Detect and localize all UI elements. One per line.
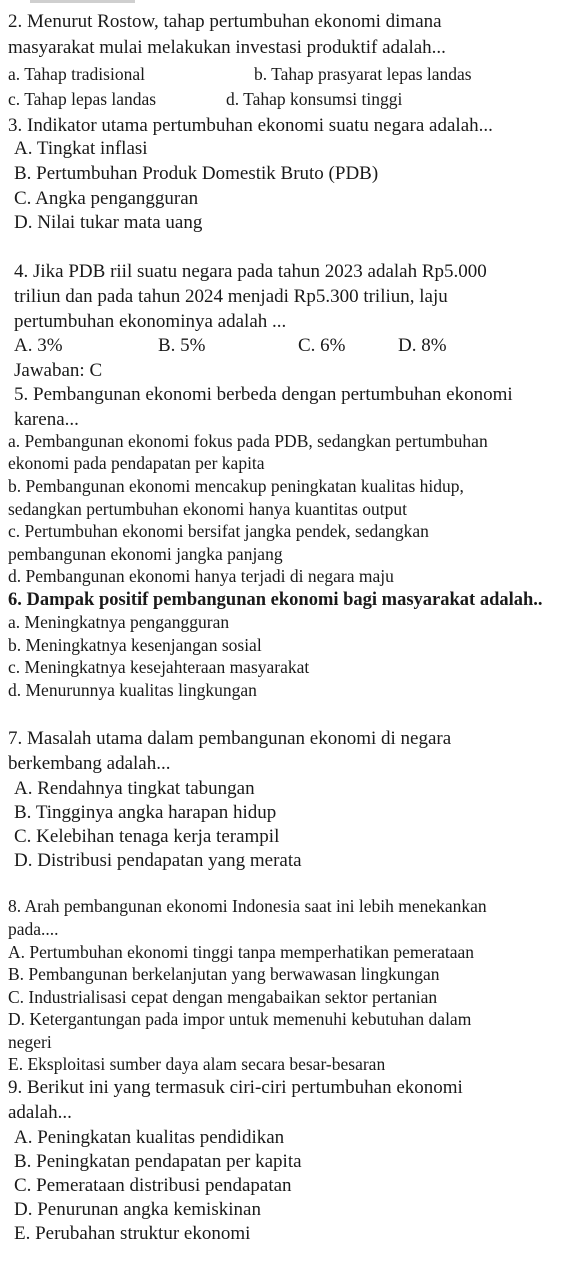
question-2-option-d: d. Tahap konsumsi tinggi [226, 89, 403, 109]
question-2-option-c: c. Tahap lepas landas [8, 89, 157, 109]
question-6-option-d: d. Menurunnya kualitas lingkungan [8, 680, 257, 700]
question-3-option-b: B. Pertumbuhan Produk Domestik Bruto (PDB) [14, 163, 379, 184]
question-4-text-cont-2: pertumbuhan ekonominya adalah ... [14, 311, 287, 332]
question-2-option-b: b. Tahap prasyarat lepas landas [254, 64, 472, 84]
question-8-option-c: C. Industrialisasi cepat dengan mengabaikan sektor pertanian [8, 987, 438, 1007]
question-5-option-c-cont: pembangunan ekonomi jangka panjang [8, 544, 283, 564]
question-5-text-cont: karena... [14, 409, 79, 430]
question-9-text: 9. Berikut ini yang termasuk ciri-ciri pertumbuhan ekonomi [8, 1077, 463, 1098]
question-9-option-c: C. Pemerataan distribusi pendapatan [14, 1175, 292, 1196]
question-9-text-cont: adalah... [8, 1102, 72, 1123]
question-8-option-d-cont: negeri [8, 1032, 52, 1052]
question-4-option-b: B. 5% [158, 335, 206, 356]
question-9-option-a: A. Peningkatan kualitas pendidikan [14, 1127, 285, 1148]
question-4-text: 4. Jika PDB riil suatu negara pada tahun 2023 adalah Rp5.000 [14, 261, 487, 282]
question-7-option-d: D. Distribusi pendapatan yang merata [14, 850, 302, 871]
question-6-option-a: a. Meningkatnya pengangguran [8, 612, 230, 632]
question-7-option-c: C. Kelebihan tenaga kerja terampil [14, 826, 280, 847]
question-7-text-cont: berkembang adalah... [8, 753, 171, 774]
question-4-option-d: D. 8% [398, 335, 447, 356]
question-7-option-a: A. Rendahnya tingkat tabungan [14, 778, 255, 799]
question-8-option-e: E. Eksploitasi sumber daya alam secara besar-besaran [8, 1054, 386, 1074]
question-8-option-b: B. Pembangunan berkelanjutan yang berwawasan lingkungan [8, 964, 440, 984]
question-7-text: 7. Masalah utama dalam pembangunan ekonomi di negara [8, 728, 452, 749]
question-3-option-d: D. Nilai tukar mata uang [14, 212, 203, 233]
question-8-option-d: D. Ketergantungan pada impor untuk memenuhi kebutuhan dalam [8, 1009, 472, 1029]
question-5-option-a: a. Pembangunan ekonomi fokus pada PDB, sedangkan pertumbuhan [8, 431, 488, 451]
question-9-option-d: D. Penurunan angka kemiskinan [14, 1199, 261, 1220]
question-5-option-b-cont: sedangkan pertumbuhan ekonomi hanya kuantitas output [8, 499, 408, 519]
question-7-option-b: B. Tingginya angka harapan hidup [14, 802, 277, 823]
question-5-option-b: b. Pembangunan ekonomi mencakup peningkatan kualitas hidup, [8, 476, 464, 496]
question-5-option-c: c. Pertumbuhan ekonomi bersifat jangka pendek, sedangkan [8, 521, 429, 541]
question-3-text: 3. Indikator utama pertumbuhan ekonomi suatu negara adalah... [8, 115, 493, 136]
question-3-option-a: A. Tingkat inflasi [14, 138, 148, 159]
question-5-option-a-cont: ekonomi pada pendapatan per kapita [8, 453, 265, 473]
question-5-text: 5. Pembangunan ekonomi berbeda dengan pertumbuhan ekonomi [14, 384, 513, 405]
top-divider [30, 0, 135, 3]
question-8-option-a: A. Pertumbuhan ekonomi tinggi tanpa memperhatikan pemerataan [8, 942, 475, 962]
question-8-text-cont: pada.... [8, 919, 59, 939]
question-2-text-cont: masyarakat mulai melakukan investasi produktif adalah... [8, 37, 446, 58]
question-3-option-c: C. Angka pengangguran [14, 188, 199, 209]
question-4-answer: Jawaban: C [14, 360, 103, 381]
question-4-text-cont: triliun dan pada tahun 2024 menjadi Rp5.300 triliun, laju [14, 286, 448, 307]
question-9-option-e: E. Perubahan struktur ekonomi [14, 1223, 251, 1244]
question-8-text: 8. Arah pembangunan ekonomi Indonesia saat ini lebih menekankan [8, 896, 487, 916]
question-6-option-b: b. Meningkatnya kesenjangan sosial [8, 635, 262, 655]
question-2-text: 2. Menurut Rostow, tahap pertumbuhan ekonomi dimana [8, 11, 442, 32]
question-4-option-a: A. 3% [14, 335, 63, 356]
question-4-option-c: C. 6% [298, 335, 346, 356]
question-6-option-c: c. Meningkatnya kesejahteraan masyarakat [8, 657, 310, 677]
question-2-option-a: a. Tahap tradisional [8, 64, 145, 84]
question-9-option-b: B. Peningkatan pendapatan per kapita [14, 1151, 302, 1172]
question-5-option-d: d. Pembangunan ekonomi hanya terjadi di negara maju [8, 566, 394, 586]
question-6-text: 6. Dampak positif pembangunan ekonomi bagi masyarakat adalah.. [8, 590, 543, 610]
